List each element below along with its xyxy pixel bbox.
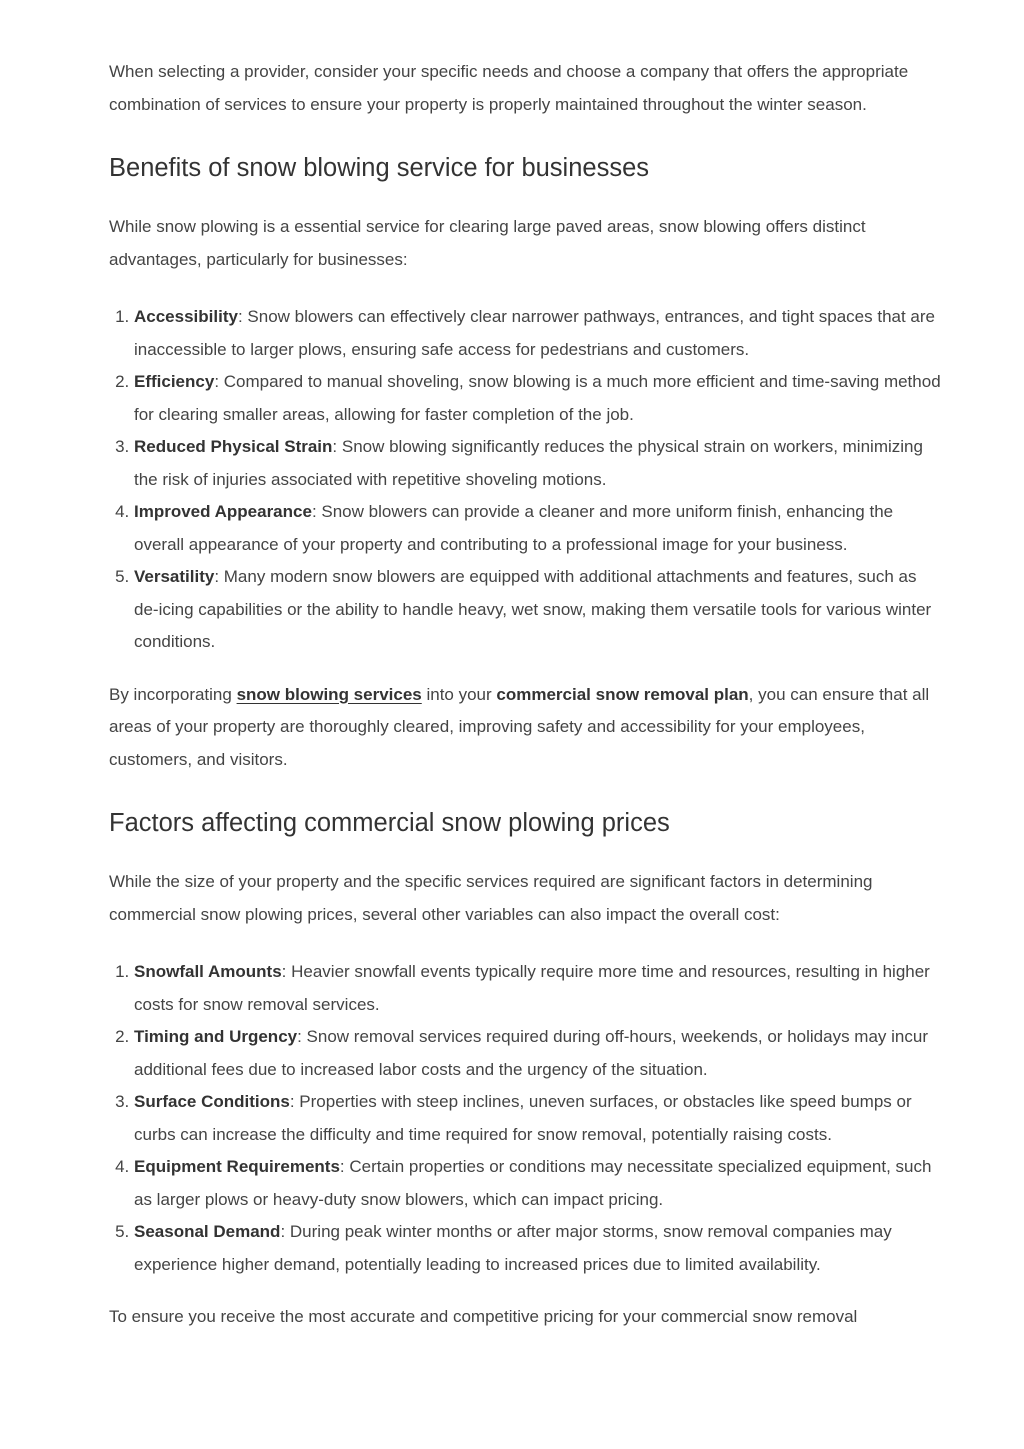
benefits-list-item: [134, 366, 945, 431]
benefit-description: : Snow blowers can provide a cleaner and more uniform finish, enhancing the overall appearance of your property and contributing to a professional image for your business.: [134, 502, 894, 554]
benefit-term: Reduced Physical Strain: [134, 437, 333, 456]
final-paragraph: To ensure you receive the most accurate and competitive pricing for your commercial snow removal: [109, 1307, 858, 1326]
factors-list-item: [134, 1216, 945, 1281]
conclusion-text-before: By incorporating: [109, 684, 237, 704]
factor-term: Snowfall Amounts: [134, 962, 282, 981]
factor-description: : Snow removal services required during off-hours, weekends, or holidays may incur additional fees due to increased labor costs and the urgency of the situation.: [134, 1027, 928, 1079]
benefits-intro-paragraph: While snow plowing is a essential service for clearing large paved areas, snow blowing offers distinct advantages, particularly for businesses:: [109, 217, 866, 269]
factor-description: : Certain properties or conditions may necessitate specialized equipment, such as larger plows or heavy-duty snow blowers, which can impact pricing.: [134, 1157, 932, 1209]
snow-blowing-services-link[interactable]: snow blowing services: [236, 684, 422, 704]
factors-list-item: [134, 1086, 945, 1151]
commercial-plan-bold-text: commercial snow removal plan: [496, 684, 749, 704]
factors-intro-paragraph: While the size of your property and the specific services required are significant factors in determining commercial snow plowing prices, several other variables can also impact the overall cost:: [109, 872, 873, 924]
benefit-description: : Compared to manual shoveling, snow blowing is a much more efficient and time-saving method for clearing smaller areas, allowing for faster completion of the job.: [134, 372, 941, 424]
factor-term: Timing and Urgency: [134, 1027, 298, 1046]
article-body: [109, 0, 945, 1334]
conclusion-text-after: , you can ensure that all areas of your property are thoroughly cleared, improving safety and accessibility for your employees, customers, and visitors.: [109, 684, 930, 769]
factors-heading: Factors affecting commercial snow plowing prices: [109, 809, 670, 837]
factor-term: Surface Conditions: [134, 1092, 290, 1111]
conclusion-text-middle: into your: [421, 684, 497, 704]
benefits-list-item: [134, 301, 945, 366]
benefits-list-item: [134, 561, 945, 659]
benefit-term: Efficiency: [134, 372, 215, 391]
benefit-term: Improved Appearance: [134, 502, 312, 521]
benefit-term: Versatility: [134, 567, 215, 586]
benefit-term: Accessibility: [134, 307, 238, 326]
factor-term: Seasonal Demand: [134, 1222, 281, 1241]
intro-paragraph: When selecting a provider, consider your specific needs and choose a company that offers the appropriate combination of services to ensure your property is properly maintained throughout the winter season.: [109, 62, 909, 114]
factor-description: : Heavier snowfall events typically require more time and resources, resulting in higher costs for snow removal services.: [134, 962, 930, 1014]
benefits-list-item: [134, 496, 945, 561]
factors-list-item: [134, 956, 945, 1021]
factors-list-item: [134, 1151, 945, 1216]
benefits-heading: Benefits of snow blowing service for businesses: [109, 154, 650, 182]
benefits-conclusion-paragraph: [109, 679, 945, 777]
benefit-description: : Many modern snow blowers are equipped with additional attachments and features, such as de-icing capabilities or the ability to handle heavy, wet snow, making them versatile tools for various winter conditions.: [134, 567, 932, 651]
benefits-list: [109, 301, 945, 659]
factor-description: : Properties with steep inclines, uneven surfaces, or obstacles like speed bumps or curbs can increase the difficulty and time required for snow removal, potentially raising costs.: [134, 1092, 912, 1144]
factors-list-item: [134, 1021, 945, 1086]
factor-term: Equipment Requirements: [134, 1157, 340, 1176]
benefit-description: : Snow blowers can effectively clear narrower pathways, entrances, and tight spaces that are inaccessible to larger plows, ensuring safe access for pedestrians and customers.: [134, 307, 936, 359]
benefits-list-item: [134, 431, 945, 496]
factor-description: : During peak winter months or after major storms, snow removal companies may experience higher demand, potentially leading to increased prices due to limited availability.: [134, 1222, 892, 1274]
factors-list: [109, 956, 945, 1281]
benefit-description: : Snow blowing significantly reduces the physical strain on workers, minimizing the risk of injuries associated with repetitive shoveling motions.: [134, 437, 923, 489]
